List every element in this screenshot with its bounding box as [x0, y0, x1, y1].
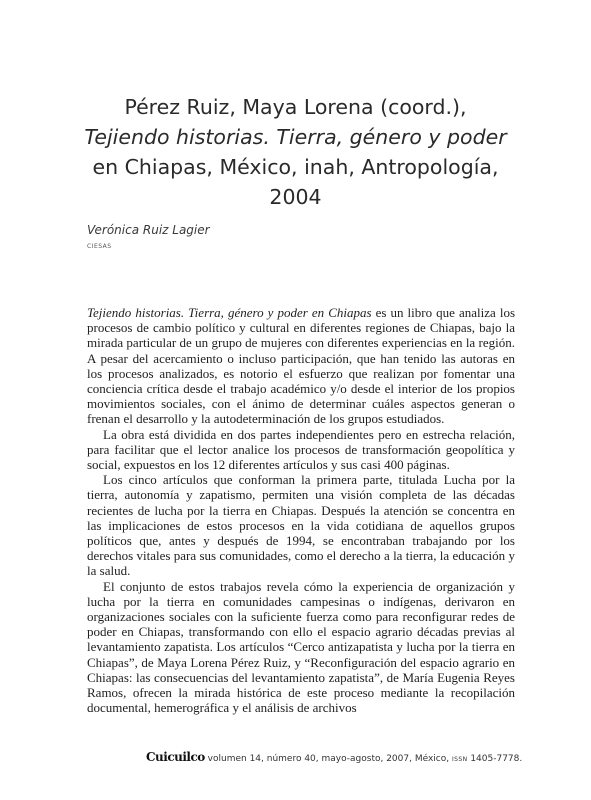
footer-citation: volumen 14, número 40, mayo-agosto, 2007, México, [204, 754, 452, 764]
title-line: Pérez Ruiz, Maya Lorena (coord.), [124, 95, 467, 119]
paragraph: Los cinco artículos que conforman la primera parte, titulada Lucha por la tierra, autonomía y zapatismo, permiten una visión completa de las décadas recientes de lucha por la tierra en Chiapas. Después la atención se concentra en las implicaciones de estos procesos en la vida cotidiana de aquellos grupos políticos que, antes y después de 1994, se encontraban trabajando por los derechos vitales para sus comunidades, como el derecho a la tierra, la educación y la salud. [87, 472, 515, 579]
book-title-inline: Tejiendo historias. Tierra, género y poder en Chiapas [87, 305, 372, 320]
article-body [87, 305, 515, 715]
article-title [60, 92, 531, 212]
author-name: Verónica Ruiz Lagier [87, 223, 210, 237]
author-affiliation: CIESAS [87, 243, 112, 250]
title-line: 2004 [269, 185, 322, 209]
paragraph-text: es un libro que analiza los procesos de cambio político y cultural en diferentes regiones de Chiapas, bajo la mirada particular de un grupo de mujeres con diferentes experiencias en la región. A pesar del acercamiento o incluso participación, que han tenido las autoras en los procesos analizados, es notorio el esfuerzo que realizan por fomentar una conciencia crítica desde el trabajo académico y/o desde el interior de los propios movimientos sociales, con el ánimo de determinar cuáles aspectos generan o frenan el desarrollo y la autodeterminación de los grupos estudiados. [87, 305, 515, 427]
issn-label: ISSN [451, 756, 468, 763]
paragraph: La obra está dividida en dos partes independientes pero en estrecha relación, para facilitar que el lector analice los procesos de transformación geopolítica y social, expuestos en los 12 diferentes artículos y sus casi 400 páginas. [87, 426, 515, 473]
paragraph [87, 305, 515, 427]
title-line: en Chiapas, México, inah, Antropología, [92, 155, 499, 179]
issn-number: 1405-7778. [467, 754, 523, 764]
journal-footer [146, 750, 522, 764]
paragraph: El conjunto de estos trabajos revela cómo la experiencia de organización y lucha por la tierra en comunidades campesinas o indígenas, derivaron en organizaciones sociales con la suficiente fuerza como para reconfigurar redes de poder en Chiapas, transformando con ello el espacio agrario décadas previas al levantamiento zapatista. Los artículos “Cerco antizapatista y lucha por la tierra en Chiapas”, de Maya Lorena Pérez Ruiz, y “Reconfiguración del espacio agrario en Chiapas: las consecuencias del levantamiento zapatista”, de María Eugenia Reyes Ramos, ofrecen la mirada histórica de este proceso mediante la recopilación documental, hemerográfica y el análisis de archivos [87, 578, 515, 716]
journal-logo: Cuicuilco [146, 750, 205, 764]
title-line: Tejiendo historias. Tierra, género y poder [84, 125, 507, 149]
